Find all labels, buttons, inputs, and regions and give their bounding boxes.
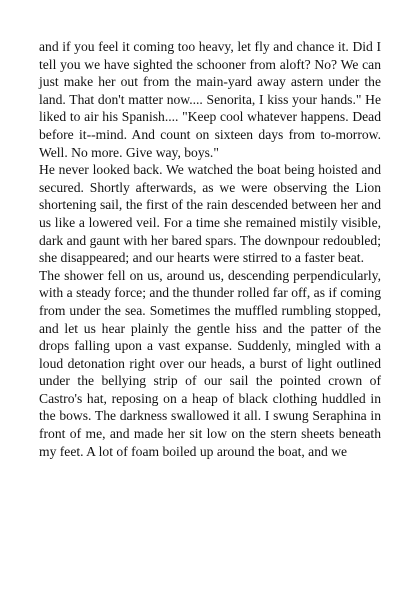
page-text [39,38,381,460]
paragraph-3: The shower fell on us, around us, descending perpendicularly, with a steady force; and the thunder rolled far off, as if coming from under the sea. Sometimes the muffled rumbling stopped, and let us hear plainly the gentle hiss and the patter of the drops falling upon a vast expanse. Suddenly, mingled with a loud detonation right over our heads, a burst of light outlined under the bellying strip of our sail the pointed crown of Castro's hat, reposing on a heap of black clothing huddled in the bows. The darkness swallowed it all. I swung Seraphina in front of me, and made her sit low on the stern sheets beneath my feet. A lot of foam boiled up around the boat, and we [39,267,381,459]
paragraph-1: and if you feel it coming too heavy, let fly and chance it. Did I tell you we have sighted the schooner from aloft? No? We can just make her out from the main-yard away astern under the land. That don't matter now.... Senorita, I kiss your hands." He liked to air his Spanish.... "Keep cool whatever happens. Dead before it--mind. And count on sixteen days from to-morrow. Well. No more. Give way, boys." [39,39,381,160]
paragraph-2: He never looked back. We watched the boat being hoisted and secured. Shortly afterwards, as we were observing the Lion shortening sail, the first of the rain descended between her and us like a lowered veil. For a time she remained mistily visible, dark and gaunt with her bared spars. The downpour redoubled; she disappeared; and our hearts were stirred to a faster beat. [39,162,381,266]
